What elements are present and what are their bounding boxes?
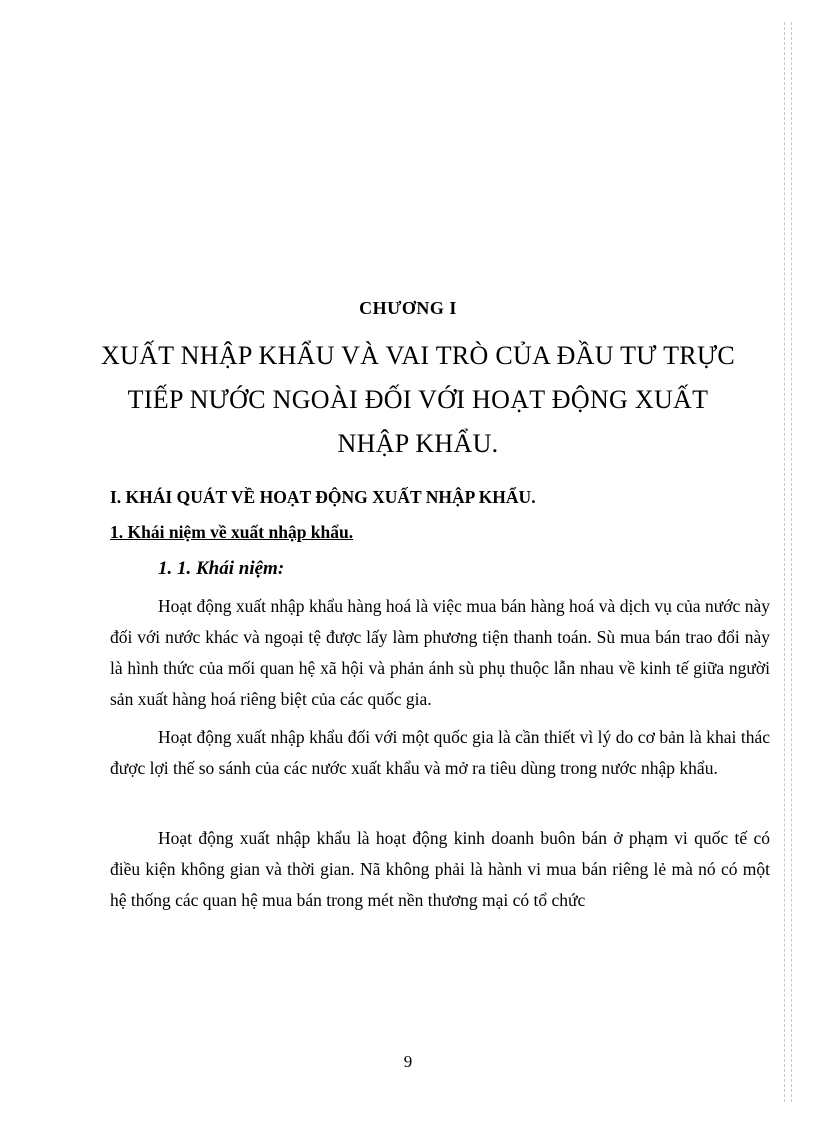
- body-paragraph-1: Hoạt động xuất nhập khẩu hàng hoá là việc mua bán hàng hoá và dịch vụ của nước này đối với nước khác và ngoại tệ được lấy làm phương tiện thanh toán. Sù mua bán trao đổi này là hình thức của mối quan hệ xã hội và phản ánh sù phụ thuộc lẫn nhau về kinh tế giữa người sản xuất hàng hoá riêng biệt của các quốc gia.: [110, 596, 770, 709]
- chapter-title-line-3: NHẬP KHẨU.: [337, 429, 499, 458]
- page-number: 9: [403, 1052, 413, 1071]
- page-border-decoration: [784, 22, 792, 1102]
- section-heading: I. KHÁI QUÁT VỀ HOẠT ĐỘNG XUẤT NHẬP KHẨU.: [110, 487, 536, 507]
- subsubsection-heading: 1. 1. Khái niệm:: [158, 558, 285, 579]
- chapter-title-line-1: XUẤT NHẬP KHẨU VÀ VAI TRÒ CỦA ĐẦU TƯ TRỰC: [100, 341, 736, 370]
- body-paragraph-3: Hoạt động xuất nhập khẩu là hoạt động kinh doanh buôn bán ở phạm vi quốc tế có điều kiện không gian và thời gian. Nã không phải là hành vi mua bán riêng lẻ mà nó có một hệ thống các quan hệ mua bán trong mét nền thương mại có tổ chức: [110, 828, 770, 910]
- chapter-title: [100, 334, 736, 466]
- chapter-label: CHƯƠNG I: [359, 298, 457, 318]
- body-paragraph-2: Hoạt động xuất nhập khẩu đối với một quốc gia là cần thiết vì lý do cơ bản là khai thác được lợi thế so sánh của các nước xuất khẩu và mở ra tiêu dùng trong nước nhập khẩu.: [110, 727, 770, 778]
- subsection-heading: 1. Khái niệm về xuất nhập khẩu.: [110, 522, 354, 542]
- chapter-title-line-2: TIẾP NƯỚC NGOÀI ĐỐI VỚI HOẠT ĐỘNG XUẤT: [127, 385, 709, 414]
